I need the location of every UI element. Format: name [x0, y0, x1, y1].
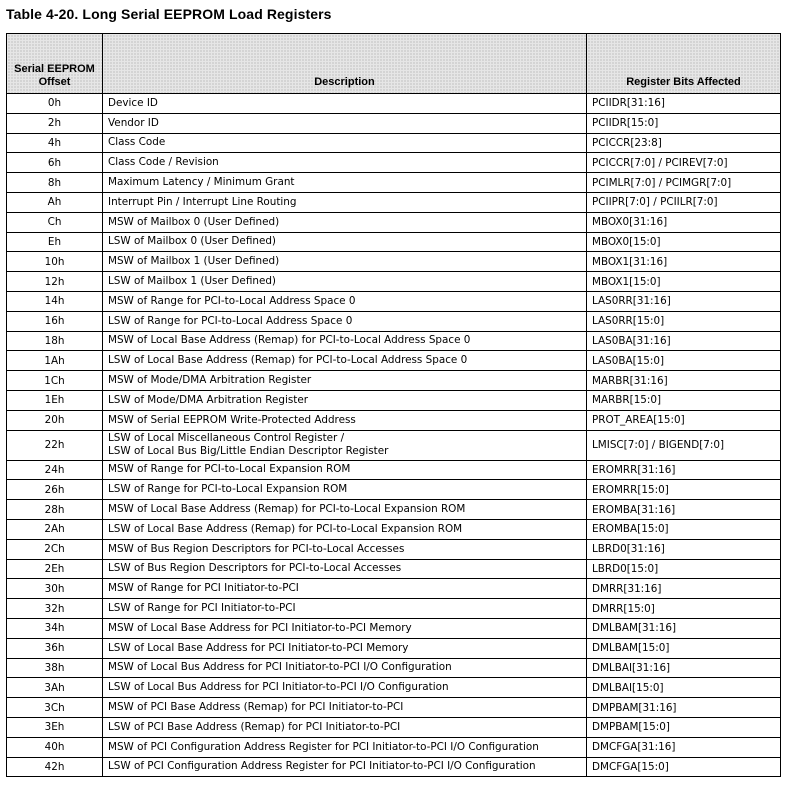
table-row [7, 252, 781, 272]
register-bits-cell: LBRD0[31:16] [587, 539, 781, 559]
offset-cell: 2Eh [7, 559, 103, 579]
register-bits-cell: LAS0RR[15:0] [587, 311, 781, 331]
register-bits-cell: MBOX0[31:16] [587, 212, 781, 232]
register-bits-cell: PCICCR[7:0] / PCIREV[7:0] [587, 153, 781, 173]
description-cell: MSW of Range for PCI-to-Local Address Space 0 [103, 291, 587, 311]
table-row [7, 113, 781, 133]
table-row [7, 351, 781, 371]
description-cell: MSW of Mode/DMA Arbitration Register [103, 371, 587, 391]
offset-cell: 22h [7, 430, 103, 460]
register-bits-cell: EROMRR[31:16] [587, 460, 781, 480]
offset-cell: 14h [7, 291, 103, 311]
description-cell: MSW of Bus Region Descriptors for PCI-to-Local Accesses [103, 539, 587, 559]
register-bits-cell: LBRD0[15:0] [587, 559, 781, 579]
description-cell: Maximum Latency / Minimum Grant [103, 173, 587, 193]
table-row [7, 519, 781, 539]
offset-cell: 1Ch [7, 371, 103, 391]
description-cell: LSW of Local Base Address (Remap) for PCI-to-Local Expansion ROM [103, 519, 587, 539]
offset-cell: 2Ch [7, 539, 103, 559]
register-bits-cell: PROT_AREA[15:0] [587, 410, 781, 430]
description-cell: LSW of PCI Configuration Address Register for PCI Initiator-to-PCI I/O Configuration [103, 757, 587, 777]
description-cell: Device ID [103, 94, 587, 114]
register-bits-cell: DMLBAM[15:0] [587, 638, 781, 658]
offset-cell: 34h [7, 618, 103, 638]
register-bits-cell: LAS0BA[15:0] [587, 351, 781, 371]
offset-cell: 12h [7, 272, 103, 292]
description-cell: MSW of PCI Base Address (Remap) for PCI Initiator-to-PCI [103, 698, 587, 718]
description-column-header: Description [103, 34, 587, 94]
table-row [7, 133, 781, 153]
description-cell: MSW of Local Bus Address for PCI Initiator-to-PCI I/O Configuration [103, 658, 587, 678]
register-bits-cell: EROMBA[15:0] [587, 519, 781, 539]
description-cell: MSW of Range for PCI Initiator-to-PCI [103, 579, 587, 599]
register-bits-cell: PCIIDR[15:0] [587, 113, 781, 133]
register-bits-cell: DMLBAM[31:16] [587, 618, 781, 638]
description-cell: LSW of Range for PCI-to-Local Expansion ROM [103, 480, 587, 500]
register-bits-cell: PCIIDR[31:16] [587, 94, 781, 114]
table-row [7, 272, 781, 292]
offset-cell: 2Ah [7, 519, 103, 539]
description-cell: LSW of Local Bus Address for PCI Initiator-to-PCI I/O Configuration [103, 678, 587, 698]
eeprom-load-registers-table [6, 33, 781, 777]
table-title: Table 4-20. Long Serial EEPROM Load Registers [6, 6, 332, 22]
table-row [7, 717, 781, 737]
register-bits-cell: DMRR[31:16] [587, 579, 781, 599]
offset-column-header: Serial EEPROM Offset [7, 34, 103, 94]
table-row [7, 559, 781, 579]
offset-cell: 6h [7, 153, 103, 173]
table-body [7, 94, 781, 777]
description-cell: MSW of Serial EEPROM Write-Protected Address [103, 410, 587, 430]
bits-column-header: Register Bits Affected [587, 34, 781, 94]
description-cell: MSW of Mailbox 1 (User Defined) [103, 252, 587, 272]
description-cell: LSW of Bus Region Descriptors for PCI-to-Local Accesses [103, 559, 587, 579]
table-row [7, 579, 781, 599]
register-bits-cell: LAS0BA[31:16] [587, 331, 781, 351]
table-row [7, 212, 781, 232]
offset-cell: 32h [7, 599, 103, 619]
register-bits-cell: EROMRR[15:0] [587, 480, 781, 500]
offset-cell: 24h [7, 460, 103, 480]
register-bits-cell: EROMBA[31:16] [587, 500, 781, 520]
table-row [7, 480, 781, 500]
description-cell: MSW of Range for PCI-to-Local Expansion ROM [103, 460, 587, 480]
description-cell: Class Code [103, 133, 587, 153]
offset-cell: 8h [7, 173, 103, 193]
register-bits-cell: LAS0RR[31:16] [587, 291, 781, 311]
offset-cell: 42h [7, 757, 103, 777]
description-cell: MSW of PCI Configuration Address Register for PCI Initiator-to-PCI I/O Configuration [103, 737, 587, 757]
offset-cell: 16h [7, 311, 103, 331]
description-cell [103, 430, 587, 460]
description-cell: Vendor ID [103, 113, 587, 133]
description-cell: MSW of Local Base Address (Remap) for PCI-to-Local Expansion ROM [103, 500, 587, 520]
description-cell: LSW of Mode/DMA Arbitration Register [103, 390, 587, 410]
offset-cell: 4h [7, 133, 103, 153]
table-row [7, 599, 781, 619]
register-bits-cell: DMLBAI[15:0] [587, 678, 781, 698]
register-bits-cell: MBOX1[15:0] [587, 272, 781, 292]
table-row [7, 500, 781, 520]
description-cell: LSW of Mailbox 1 (User Defined) [103, 272, 587, 292]
description-line: LSW of Local Miscellaneous Control Register / [108, 432, 345, 445]
table-row [7, 232, 781, 252]
table-row [7, 618, 781, 638]
description-cell: LSW of Local Base Address (Remap) for PCI-to-Local Address Space 0 [103, 351, 587, 371]
offset-cell: 2h [7, 113, 103, 133]
description-cell: LSW of PCI Base Address (Remap) for PCI Initiator-to-PCI [103, 717, 587, 737]
register-bits-cell: PCIIPR[7:0] / PCIILR[7:0] [587, 192, 781, 212]
table-row [7, 153, 781, 173]
table-row [7, 658, 781, 678]
register-bits-cell: MARBR[15:0] [587, 390, 781, 410]
register-bits-cell: DMRR[15:0] [587, 599, 781, 619]
offset-cell: Ch [7, 212, 103, 232]
description-cell: LSW of Range for PCI-to-Local Address Space 0 [103, 311, 587, 331]
register-bits-cell: DMLBAI[31:16] [587, 658, 781, 678]
table-row [7, 94, 781, 114]
table-row [7, 638, 781, 658]
description-cell: Interrupt Pin / Interrupt Line Routing [103, 192, 587, 212]
table-row [7, 757, 781, 777]
register-bits-cell: MBOX0[15:0] [587, 232, 781, 252]
register-bits-cell: DMCFGA[31:16] [587, 737, 781, 757]
offset-cell: 28h [7, 500, 103, 520]
description-cell: LSW of Local Base Address for PCI Initiator-to-PCI Memory [103, 638, 587, 658]
register-bits-cell: PCIMLR[7:0] / PCIMGR[7:0] [587, 173, 781, 193]
register-bits-cell: DMPBAM[31:16] [587, 698, 781, 718]
offset-cell: 36h [7, 638, 103, 658]
table-row [7, 737, 781, 757]
table-header-row [7, 34, 781, 94]
offset-cell: 40h [7, 737, 103, 757]
offset-cell: 10h [7, 252, 103, 272]
table-row [7, 460, 781, 480]
description-cell: Class Code / Revision [103, 153, 587, 173]
table-row [7, 698, 781, 718]
offset-cell: 0h [7, 94, 103, 114]
table-row [7, 331, 781, 351]
table-row [7, 539, 781, 559]
offset-cell: 30h [7, 579, 103, 599]
offset-cell: Eh [7, 232, 103, 252]
description-cell: LSW of Range for PCI Initiator-to-PCI [103, 599, 587, 619]
offset-cell: 3Ch [7, 698, 103, 718]
offset-cell: 1Eh [7, 390, 103, 410]
table-row [7, 430, 781, 460]
description-cell: MSW of Local Base Address for PCI Initiator-to-PCI Memory [103, 618, 587, 638]
table-row [7, 311, 781, 331]
description-line: LSW of Local Bus Big/Little Endian Descriptor Register [108, 445, 389, 458]
register-bits-cell: DMCFGA[15:0] [587, 757, 781, 777]
register-bits-cell: DMPBAM[15:0] [587, 717, 781, 737]
table-row [7, 371, 781, 391]
offset-cell: 18h [7, 331, 103, 351]
register-bits-cell: MARBR[31:16] [587, 371, 781, 391]
description-cell: MSW of Mailbox 0 (User Defined) [103, 212, 587, 232]
register-bits-cell: LMISC[7:0] / BIGEND[7:0] [587, 430, 781, 460]
table-row [7, 410, 781, 430]
offset-cell: 20h [7, 410, 103, 430]
description-cell: MSW of Local Base Address (Remap) for PCI-to-Local Address Space 0 [103, 331, 587, 351]
offset-cell: Ah [7, 192, 103, 212]
table-row [7, 173, 781, 193]
register-bits-cell: PCICCR[23:8] [587, 133, 781, 153]
description-cell: LSW of Mailbox 0 (User Defined) [103, 232, 587, 252]
table-row [7, 291, 781, 311]
offset-cell: 38h [7, 658, 103, 678]
table-row [7, 192, 781, 212]
offset-cell: 3Ah [7, 678, 103, 698]
table-row [7, 678, 781, 698]
register-bits-cell: MBOX1[31:16] [587, 252, 781, 272]
offset-cell: 1Ah [7, 351, 103, 371]
offset-cell: 3Eh [7, 717, 103, 737]
offset-cell: 26h [7, 480, 103, 500]
table-row [7, 390, 781, 410]
